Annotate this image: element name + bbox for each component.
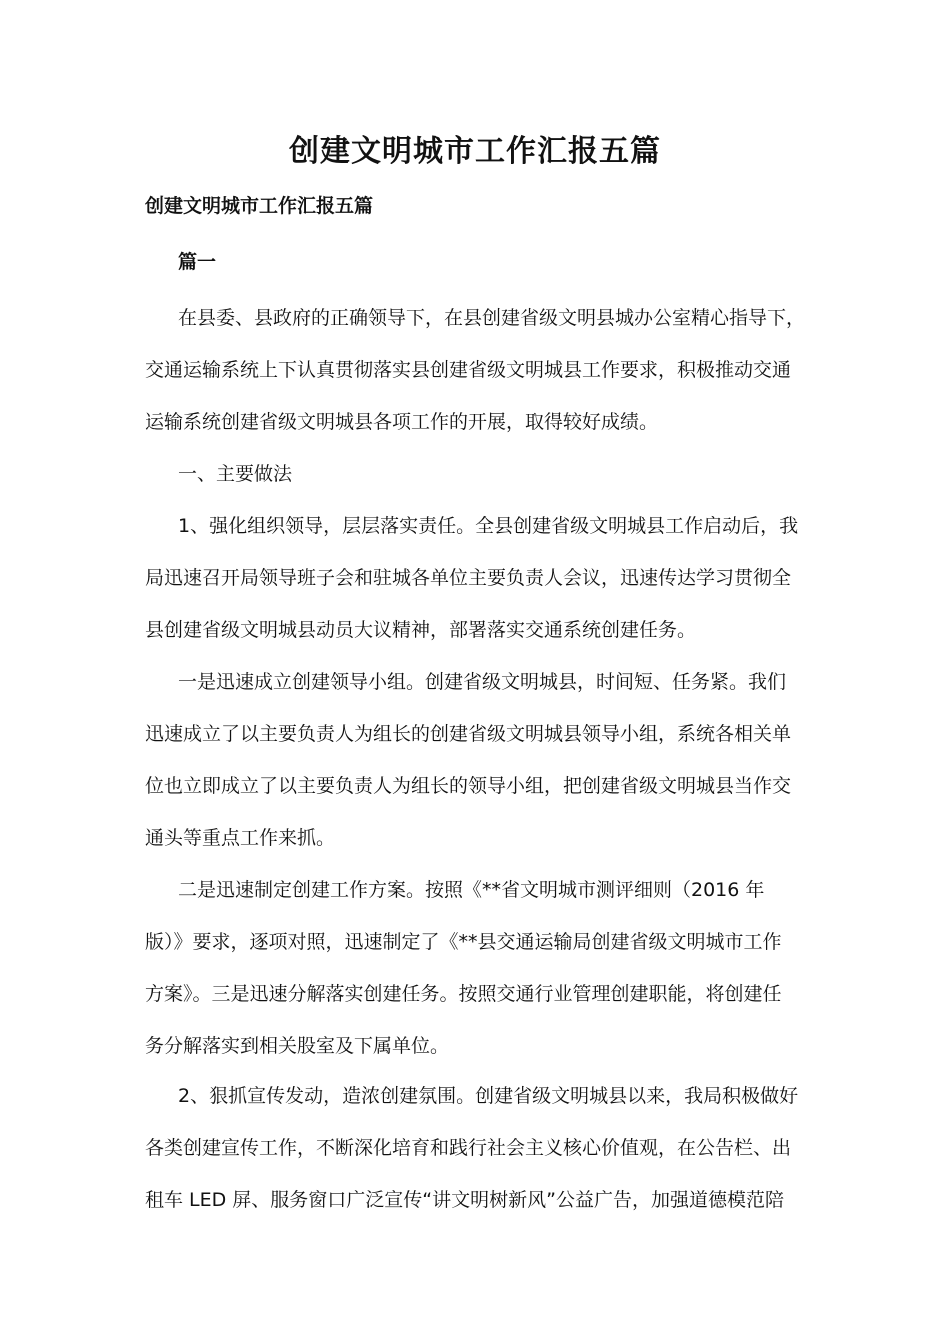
paragraph-line: 2、狠抓宣传发动，造浓创建氛围。创建省级文明城县以来，我局积极做好 [178,1085,799,1107]
paragraph-line: 1、强化组织领导，层层落实责任。全县创建省级文明城县工作启动后，我 [178,515,799,537]
heading-main-practices [145,448,805,500]
section-heading: 篇一 [178,251,217,273]
paragraph-intro [145,292,805,448]
paragraph-organization [145,500,805,656]
paragraph-line: 通头等重点工作来抓。 [145,827,336,849]
paragraph-line: 务分解落实到相关股室及下属单位。 [145,1035,450,1057]
paragraph-line: 交通运输系统上下认真贯彻落实县创建省级文明城县工作要求，积极推动交通 [145,359,792,381]
paragraph-publicity [145,1070,805,1226]
paragraph-line: 位也立即成立了以主要负责人为组长的领导小组，把创建省级文明城县当作交 [145,775,792,797]
paragraph-line: 各类创建宣传工作，不断深化培育和践行社会主义核心价值观，在公告栏、出 [145,1137,792,1159]
paragraph-line: 局迅速召开局领导班子会和驻城各单位主要负责人会议，迅速传达学习贯彻全 [145,567,792,589]
paragraph-line: 运输系统创建省级文明城县各项工作的开展，取得较好成绩。 [145,411,659,433]
paragraph-line: 县创建省级文明城县动员大议精神，部署落实交通系统创建任务。 [145,619,697,641]
paragraph-line: 一、主要做法 [178,463,293,485]
paragraph-leadership-group [145,656,805,864]
paragraph-line: 方案》。三是迅速分解落实创建任务。按照交通行业管理创建职能，将创建任 [145,983,782,1005]
paragraph-line: 租车 LED 屏、服务窗口广泛宣传“讲文明树新风”公益广告，加强道德模范陪 [145,1189,784,1211]
paragraph-line: 版）》要求，逐项对照，迅速制定了《**县交通运输局创建省级文明城市工作 [145,931,782,953]
document-title: 创建文明城市工作汇报五篇 [289,134,661,169]
paragraph-line: 迅速成立了以主要负责人为组长的创建省级文明城县领导小组，系统各相关单 [145,723,792,745]
paragraph-line: 一是迅速成立创建领导小组。创建省级文明城县，时间短、任务紧。我们 [178,671,787,693]
paragraph-work-plan [145,864,805,1072]
paragraph-line: 二是迅速制定创建工作方案。按照《**省文明城市测评细则（2016 年 [178,879,765,901]
paragraph-line: 在县委、县政府的正确领导下，在县创建省级文明县城办公室精心指导下， [178,307,806,329]
document-subtitle: 创建文明城市工作汇报五篇 [145,195,374,217]
